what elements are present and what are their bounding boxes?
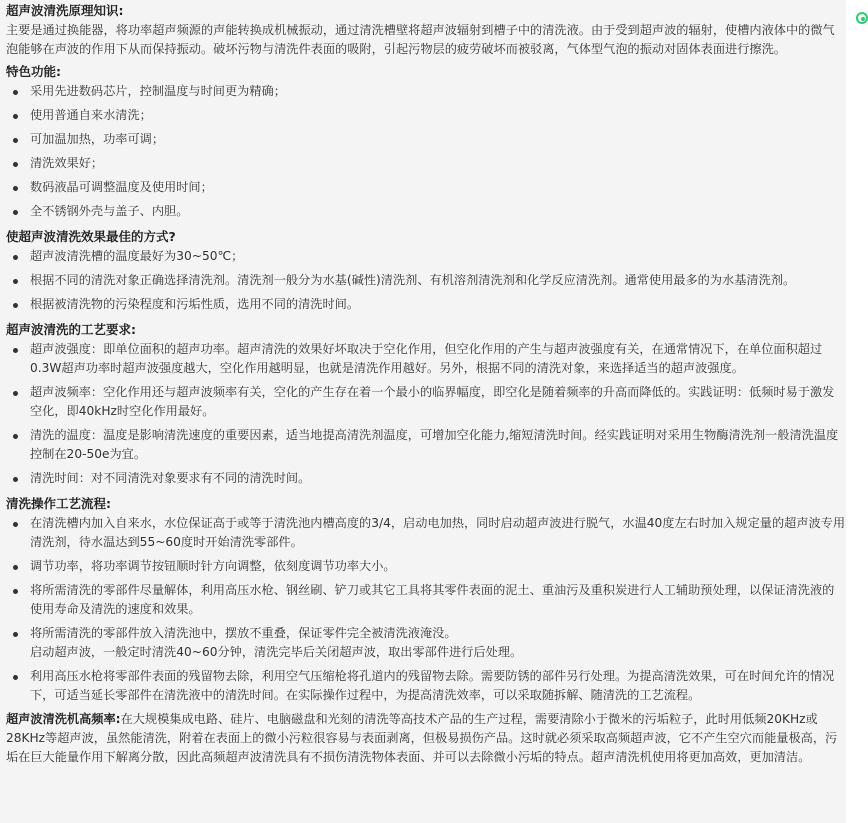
green-circle-icon[interactable] [856,12,868,24]
section-operation-flow [6,493,846,705]
right-side-bar [846,0,868,823]
list-item: 采用先进数码芯片，控制温度与时间更为精确； [30,82,846,101]
section-heading: 使超声波清洗效果最佳的方式? [6,229,176,244]
final-text: 在大规模集成电路、硅片、电脑磁盘和光刻的清洗等高技术产品的生产过程，需要清除小于微米的污垢粒子，此时用低频20KHz或28KHz等超声波，虽然能清洗，附着在表面上的微小污粒很容易与表面剥离，但极易损伤产品。这时就必须采取高频超声波，它不产生空穴而能量极高，污垢在巨大能量作用下解离分散，因此高频超声波清洗具有不损伤清洗物体表面、并可以去除微小污垢的特点。超声清洗机使用将更加高效，更加清洁。 [6,712,838,764]
section-heading: 清洗操作工艺流程: [6,496,111,511]
list-item: 根据被清洗物的污染程度和污垢性质，选用不同的清洗时间。 [30,295,846,314]
final-label: 超声波清洗机高频率: [6,712,121,726]
list-item: 利用高压水枪将零部件表面的残留物去除，利用空气压缩枪将孔道内的残留物去除。需要防锈的部件另行处理。为提高清洗效果，可在时间允许的情况下，可适当延长零部件在清洗液中的清洗时间。在实际操作过程中，为提高清洗效率，可以采取随拆解、随清洗的工艺流程。 [30,667,846,705]
list-item: 在清洗槽内加入自来水，水位保证高于或等于清洗池内槽高度的3/4，启动电加热，同时启动超声波进行脱气，水温40度左右时加入规定量的超声波专用清洗剂，待水温达到55~60度时开始清洗零部件。 [30,514,846,552]
flow-list [6,514,846,705]
list-item: 根据不同的清洗对象正确选择清洗剂。清洗剂一般分为水基(碱性)清洗剂、有机溶剂清洗剂和化学反应清洗剂。通常使用最多的为水基清洗剂。 [30,271,846,290]
list-item: 全不锈钢外壳与盖子、内胆。 [30,202,846,221]
list-item: 可加温加热，功率可调； [30,130,846,149]
section-features [6,61,846,221]
list-item: 超声波强度：即单位面积的超声功率。超声清洗的效果好坏取决于空化作用，但空化作用的产生与超声波强度有关，在通常情况下，在单位面积超过0.3W超声功率时超声波强度越大，空化作用越明显，也就是清洗作用越好。另外，根据不同的清洗对象，来选择适当的超声波强度。 [30,340,846,378]
list-item: 调节功率，将功率调节按钮顺时针方向调整，依刻度调节功率大小。 [30,557,846,576]
section-heading: 超声波清洗原理知识: [6,3,124,18]
section-heading: 特色功能: [6,64,61,79]
section-best-method [6,226,846,314]
final-paragraph [6,710,846,767]
list-item: 清洗的温度：温度是影响清洗速度的重要因素，适当地提高清洗剂温度，可增加空化能力,缩短清洗时间。经实践证明对采用生物酶清洗剂一般清洗温度控制在20-50e为宜。 [30,426,846,464]
list-item: 清洗时间：对不同清洗对象要求有不同的清洗时间。 [30,469,846,488]
list-item: 将所需清洗的零部件尽量解体，利用高压水枪、钢丝刷、铲刀或其它工具将其零件表面的泥土、重油污及重积炭进行人工辅助预处理，以保证清洗液的使用寿命及清洗的速度和效果。 [30,581,846,619]
requirement-list [6,340,846,488]
method-list [6,247,846,314]
section-paragraph: 主要是通过换能器，将功率超声频源的声能转换成机械振动，通过清洗槽壁将超声波辐射到槽子中的清洗液。由于受到超声波的辐射，使槽内液体中的微气泡能够在声波的作用下从而保持振动。破坏污物与清洗件表面的吸附，引起污物层的疲劳破坏而被驳离，气体型气泡的振动对固体表面进行擦洗。 [6,23,835,56]
list-item: 超声波频率：空化作用还与超声波频率有关，空化的产生存在着一个最小的临界幅度，即空化是随着频率的升高而降低的。实践证明：低频时易于激发空化，即40kHz时空化作用最好。 [30,383,846,421]
feature-list [6,82,846,221]
list-item: 清洗效果好； [30,154,846,173]
list-item [30,624,846,662]
list-item-line: 将所需清洗的零部件放入清洗池中，摆放不重叠，保证零件完全被清洗液淹没。 [30,626,457,640]
list-item: 超声波清洗槽的温度最好为30~50℃； [30,247,846,266]
list-item: 数码液晶可调整温度及使用时间； [30,178,846,197]
section-heading: 超声波清洗的工艺要求: [6,322,136,337]
section-process-requirements [6,319,846,488]
section-principle [6,0,846,59]
list-item: 使用普通自来水清洗； [30,106,846,125]
list-item-line: 启动超声波，一般定时清洗40~60分钟，清洗完毕后关闭超声波，取出零部件进行后处理。 [30,645,523,659]
